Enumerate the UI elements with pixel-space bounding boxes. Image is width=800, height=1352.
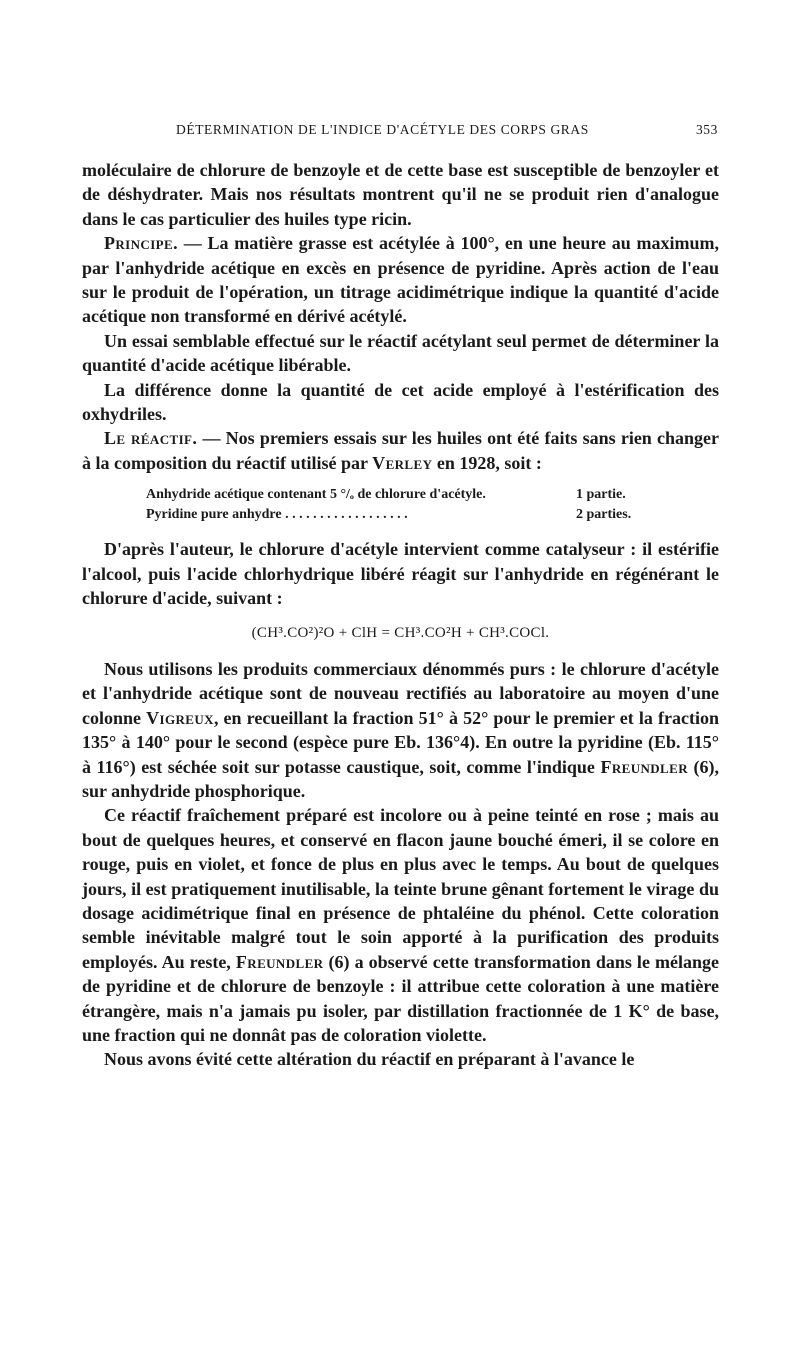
- paragraph-difference: La différence donne la quantité de cet acide employé à l'estérification des oxhydriles.: [82, 379, 719, 425]
- paragraph-continued: moléculaire de chlorure de benzoyle et de cette base est susceptible de benzoyler et de déshydrater. Mais nos résultats montrent qu'il ne se produit rien d'analogue dans le cas particulier des huiles type ricin.: [82, 160, 719, 229]
- section-label-principe: Principe.: [104, 233, 178, 254]
- paragraph-reactif-text-b: en 1928, soit :: [432, 452, 542, 473]
- running-head: [82, 122, 718, 142]
- paragraph-purification: [82, 657, 719, 803]
- running-title: DÉTERMINATION DE L'INDICE D'ACÉTYLE DES CORPS GRAS: [176, 122, 589, 137]
- paragraph-coloration-text-b: (6) a observé cette transformation dans le mélange de pyridine et de chlorure de benzoyle : il attribue cette coloration à une matière étrangère, mais n'a jamais pu isoler, par distillation fractionnée de 1 K° de base, une fraction qui ne donnât pas de coloration violette.: [82, 951, 719, 1045]
- paragraph-final: Nous avons évité cette altération du réactif en préparant à l'avance le: [104, 1049, 635, 1070]
- chemical-equation: (CH³.CO²)²O + ClH = CH³.CO²H + CH³.COCl.: [251, 624, 550, 641]
- author-verley: Verley: [372, 452, 433, 473]
- author-freundler: Freundler: [235, 951, 324, 972]
- reagent-row: [146, 505, 662, 525]
- reagent-quantity: 2 parties.: [576, 507, 632, 523]
- paragraph-coloration-text-a: Ce réactif fraîchement préparé est incolore ou à peine teinté en rose ; mais au bout de quelques heures, et conservé en flacon jaune bouché émeri, il se colore en rouge, puis en violet, et fonce de plus en plus avec le temps. Au bout de quelques jours, il est pratiquement inutilisable, la teinte brune gênant fortement le virage du dosage acidimétrique final en présence de phtaléine du phénol. Cette coloration semble inévitable malgré tout le soin apporté à la purification des produits employés. Au reste,: [82, 805, 719, 972]
- reagent-row: [146, 485, 662, 505]
- body-text: [82, 158, 719, 1072]
- page-number: 353: [695, 122, 718, 137]
- paragraph-reactif: [82, 426, 719, 475]
- paragraph-catalyst: D'après l'auteur, le chlorure d'acétyle intervient comme catalyseur : il estérifie l'alcool, puis l'acide chlorhydrique libéré réagit sur l'anhydride en régénérant le chlorure d'acide, suivant :: [82, 539, 719, 609]
- paragraph-purification-text-c: (6), sur anhydride phosphorique.: [82, 756, 719, 801]
- reagent-quantity: 1 partie.: [576, 487, 626, 503]
- paragraph-blank-test: Un essai semblable effectué sur le réactif acétylant seul permet de déterminer la quantité d'acide acétique libérable.: [82, 330, 719, 376]
- paragraph-purification-text-b: , en recueillant la fraction 51° à 52° pour le premier et la fraction 135° à 140° pour le second (espèce pure Eb. 136°4). En outre la pyridine (Eb. 115° à 116°) est séchée soit sur potasse caustique, soit, comme l'indique: [82, 707, 719, 777]
- author-vigreux: Vigreux: [146, 707, 214, 728]
- section-label-reactif: Le réactif.: [104, 428, 198, 449]
- paragraph-purification-text-a: Nous utilisons les produits commerciaux dénommés purs : le chlorure d'acétyle et l'anhydride acétique sont de nouveau rectifiés au laboratoire au moyen d'une colonne: [82, 658, 719, 728]
- reagent-composition-table: [146, 485, 662, 525]
- paragraph-reactif-text-a: — Nos premiers essais sur les huiles ont été faits sans rien changer à la composition du réactif utilisé par: [82, 428, 719, 473]
- paragraph-principe-text: — La matière grasse est acétylée à 100°, en une heure au maximum, par l'anhydride acétique en excès en présence de pyridine. Après action de l'eau sur le produit de l'opération, un titrage acidimétrique indique la quantité d'acide acétique non transformé en dérivé acétylé.: [82, 233, 719, 327]
- paragraph-principe: [82, 231, 719, 329]
- author-freundler: Freundler: [600, 756, 688, 777]
- reagent-name: Anhydride acétique contenant 5 °/ₒ de chlorure d'acétyle.: [146, 487, 486, 503]
- paragraph-coloration: [82, 803, 719, 1047]
- reagent-name: Pyridine pure anhydre . . . . . . . . . . . . . . . . . .: [146, 507, 408, 523]
